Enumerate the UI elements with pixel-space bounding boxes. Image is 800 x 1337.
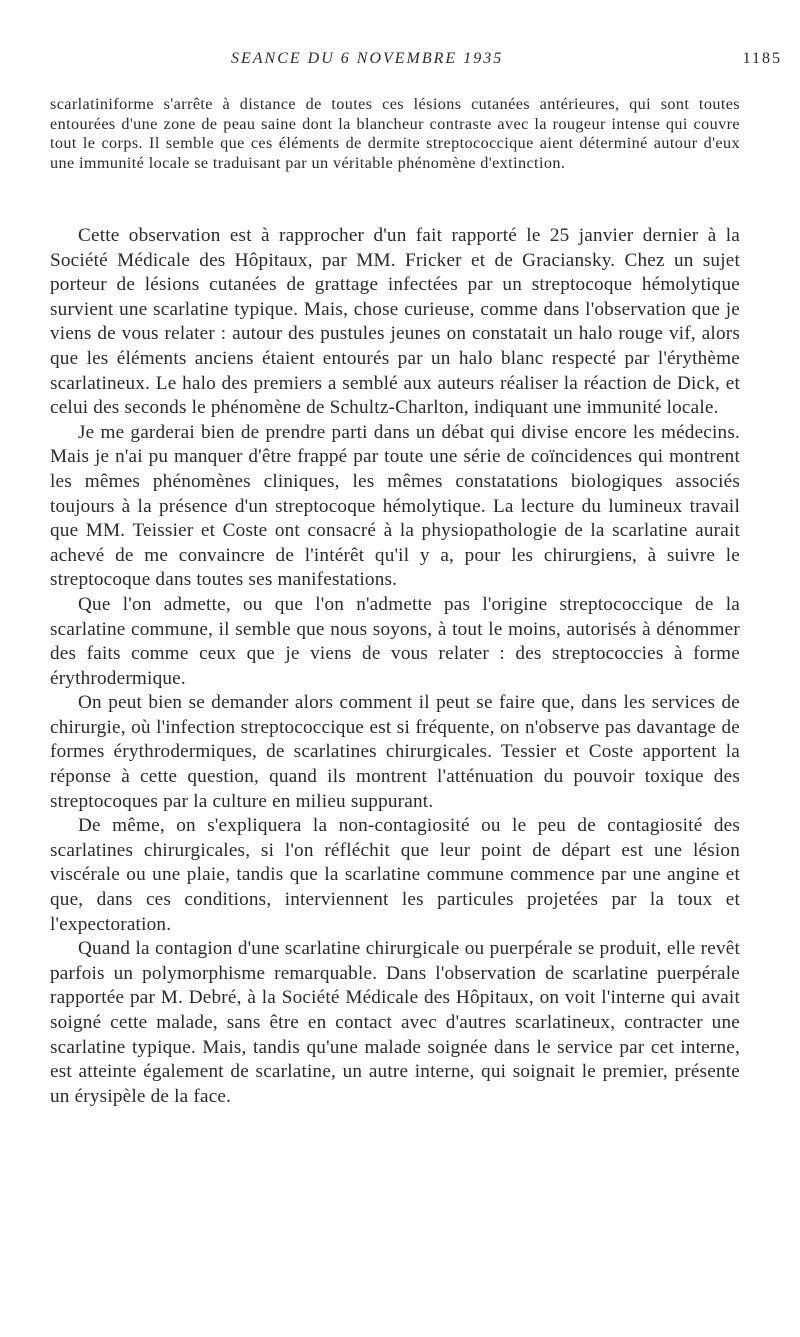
intro-block xyxy=(50,95,740,173)
paragraph-2: Je me garderai bien de prendre parti dans un débat qui divise encore les médecins. Mais je n'ai pu manquer d'être frappé par toute une série de coïncidences qui montrent les mêmes phénomènes cliniques, les mêmes constatations biologiques associés toujours à la présence d'un streptocoque hémolytique. La lecture du lumineux travail que MM. Teissier et Coste ont consacré à la physiopathologie de la scarlatine aurait achevé de me convaincre de l'intérêt qu'il y a, pour les chirurgiens, à suivre le streptocoque dans toutes ses manifestations. xyxy=(50,421,740,591)
header-title: SEANCE DU 6 NOVEMBRE 1935 xyxy=(231,50,504,67)
paragraph-5: De même, on s'expliquera la non-contagiosité ou le peu de contagiosité des scarlatines chirurgicales, si l'on réfléchit que leur point de départ est une lésion viscérale ou une plaie, tandis que la scarlatine commune commence par une angine et que, dans ces conditions, interviennent les particules projetées par la toux et l'expectoration. xyxy=(50,815,740,935)
paragraph-3: Que l'on admette, ou que l'on n'admette pas l'origine streptococcique de la scarlatine commune, il semble que nous soyons, à tout le moins, autorisés à dénommer des faits comme ceux que je viens de vous relater : des streptococcies à forme érythrodermique. xyxy=(50,593,740,689)
paragraph-6: Quand la contagion d'une scarlatine chirurgicale ou puerpérale se produit, elle revêt parfois un polymorphisme remarquable. Dans l'observation de scarlatine puerpérale rapportée par M. Debré, à la Société Médicale des Hôpitaux, on voit l'interne qui avait soigné cette malade, sans être en contact avec d'autres scarlatineux, contracter une scarlatine typique. Mais, tandis qu'une malade soignée dans le service par cet interne, est atteinte également de scarlatine, un autre interne, qui soignait le premier, présente un érysipèle de la face. xyxy=(50,938,740,1107)
running-header xyxy=(0,50,800,74)
intro-paragraph: scarlatiniforme s'arrête à distance de toutes ces lésions cutanées antérieures, qui sont toutes entourées d'une zone de peau saine dont la blancheur contraste avec la rougeur intense qui couvre tout le corps. Il semble que ces éléments de dermite streptococcique aient déterminé autour d'eux une immunité locale se traduisant par un véritable phénomène d'extinction. xyxy=(50,95,740,172)
paragraph-4: On peut bien se demander alors comment il peut se faire que, dans les services de chirurgie, où l'infection streptococcique est si fréquente, on n'observe pas davantage de formes érythrodermiques, de scarlatines chirurgicales. Tessier et Coste apportent la réponse à cette question, quand ils montrent l'atténuation du pouvoir toxique des streptocoques par la culture en milieu suppurant. xyxy=(50,692,740,812)
main-text xyxy=(50,224,740,1109)
page-number: 1185 xyxy=(742,50,782,67)
paragraph-1: Cette observation est à rapprocher d'un fait rapporté le 25 janvier dernier à la Société Médicale des Hôpitaux, par MM. Fricker et de Graciansky. Chez un sujet porteur de lésions cutanées de grattage infectées par un streptocoque hémolytique survient une scarlatine typique. Mais, chose curieuse, comme dans l'observation que je viens de vous relater : autour des pustules jeunes on constatait un halo rouge vif, alors que les éléments anciens étaient entourés par un halo blanc respecté par l'érythème scarlatineux. Le halo des premiers a semblé aux auteurs réaliser la réaction de Dick, et celui des seconds le phénomène de Schultz-Charlton, indiquant une immunité locale. xyxy=(50,225,740,419)
